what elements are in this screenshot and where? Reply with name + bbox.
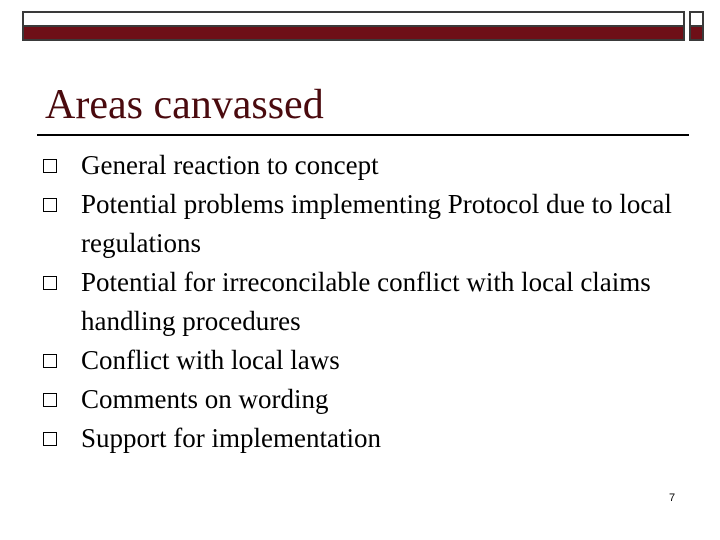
bullet-item — [40, 380, 700, 419]
bullet-text: Potential for irreconcilable conflict with local claims handling procedures — [81, 267, 651, 336]
title-divider — [37, 134, 689, 136]
hollow-square-icon — [43, 393, 57, 407]
hollow-square-icon — [43, 276, 57, 290]
page-number: 7 — [669, 492, 676, 504]
bullet-item — [40, 146, 700, 185]
bullet-item — [40, 263, 700, 341]
bullet-text: General reaction to concept — [81, 150, 379, 180]
hollow-square-icon — [43, 159, 57, 173]
decorative-header-bar — [22, 11, 704, 41]
bullet-list — [40, 146, 700, 458]
hollow-square-icon — [43, 198, 57, 212]
bullet-item — [40, 419, 700, 458]
hollow-square-icon — [43, 432, 57, 446]
bullet-text: Conflict with local laws — [81, 345, 340, 375]
header-square-maroon — [689, 27, 704, 41]
bullet-item — [40, 185, 700, 263]
bullet-item — [40, 341, 700, 380]
header-bar-outline — [22, 11, 685, 27]
header-bar-maroon — [22, 27, 685, 41]
bullet-text: Potential problems implementing Protocol due to local regulations — [81, 189, 672, 258]
slide-title: Areas canvassed — [45, 82, 324, 128]
bullet-text: Comments on wording — [81, 384, 329, 414]
hollow-square-icon — [43, 354, 57, 368]
bullet-text: Support for implementation — [81, 423, 381, 453]
header-square-outline — [689, 11, 704, 27]
